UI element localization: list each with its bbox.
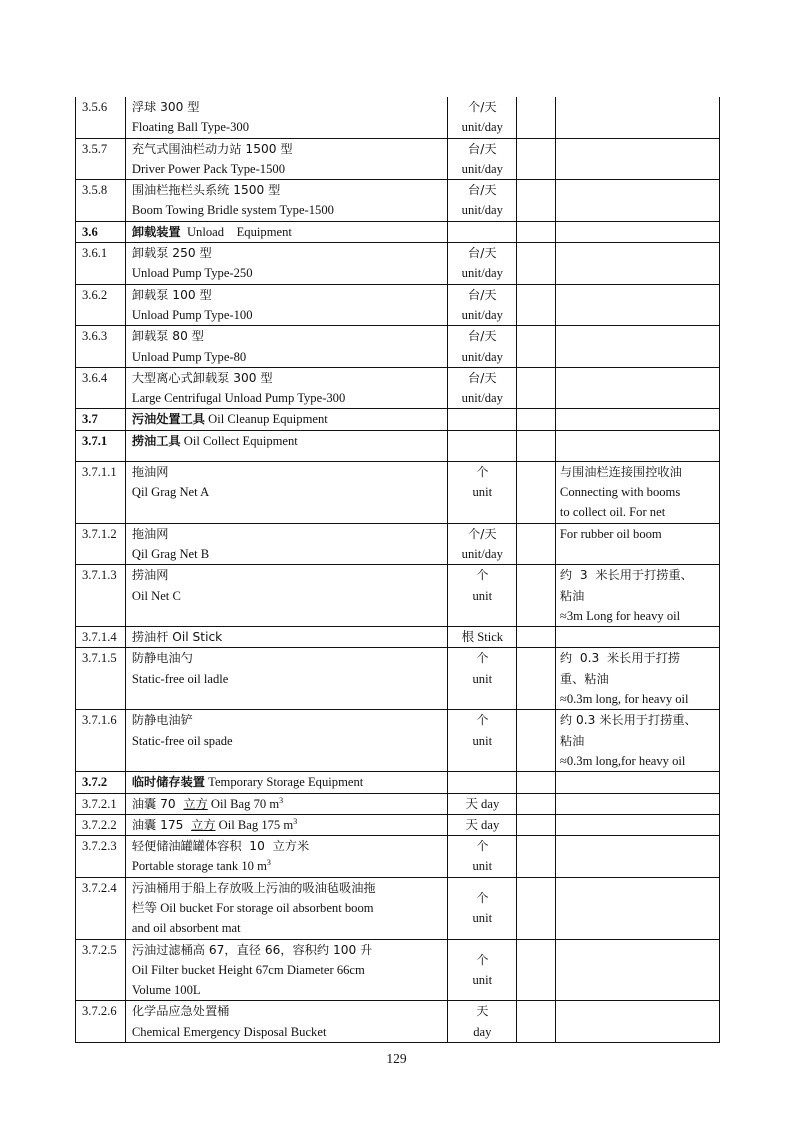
table-row [76, 877, 720, 939]
item-unit: 个 unit [448, 710, 517, 772]
table-row [76, 939, 720, 1001]
item-number: 3.6.3 [76, 326, 126, 368]
item-number: 3.7.2.3 [76, 836, 126, 878]
item-number: 3.5.6 [76, 97, 126, 138]
section-row [76, 221, 720, 242]
item-unit: 个 unit [448, 648, 517, 710]
item-note [555, 284, 719, 326]
equipment-table [75, 97, 720, 1043]
item-number: 3.7.1.2 [76, 523, 126, 565]
section-row [76, 772, 720, 793]
item-note [555, 939, 719, 1001]
table-row [76, 710, 720, 772]
item-unit: 台/天 unit/day [448, 284, 517, 326]
item-note [555, 367, 719, 409]
item-number: 3.6.4 [76, 367, 126, 409]
item-number: 3.7.2.5 [76, 939, 126, 1001]
item-number: 3.7.2.6 [76, 1001, 126, 1043]
item-quantity [517, 793, 556, 814]
item-note [555, 243, 719, 285]
item-note: 约 0.3 米长用于打捞 重、粘油 ≈0.3m long, for heavy oil [555, 648, 719, 710]
table-row [76, 243, 720, 285]
item-number: 3.7.1.5 [76, 648, 126, 710]
table-row [76, 1001, 720, 1043]
item-name: 浮球 300 型 Floating Ball Type-300 [125, 97, 448, 138]
table-row [76, 138, 720, 180]
item-note: 约 0.3 米长用于打捞重、 粘油 ≈0.3m long,for heavy oil [555, 710, 719, 772]
item-unit: 台/天 unit/day [448, 243, 517, 285]
item-note [555, 814, 719, 835]
item-name: 拖油网 Qil Grag Net B [125, 523, 448, 565]
item-quantity [517, 243, 556, 285]
item-unit: 天 day [448, 814, 517, 835]
item-number: 3.7.1.6 [76, 710, 126, 772]
item-note [555, 627, 719, 648]
item-number: 3.7.2.4 [76, 877, 126, 939]
page-number: 129 [386, 1051, 407, 1066]
item-name: 化学品应急处置桶 Chemical Emergency Disposal Bucket [125, 1001, 448, 1043]
item-unit: 个 unit [448, 565, 517, 627]
item-name: 油囊 175 立方 Oil Bag 175 $m^3$ [125, 814, 448, 835]
item-name: 轻便储油罐罐体容积 10 立方米 Portable storage tank 10 $m^3$ [125, 836, 448, 878]
table-row [76, 326, 720, 368]
item-quantity [517, 939, 556, 1001]
item-number: 3.7.1.1 [76, 461, 126, 523]
section-title: 污油处置工具 Oil Cleanup Equipment [125, 409, 448, 430]
item-unit: 个 unit [448, 836, 517, 878]
item-unit: 个 unit [448, 877, 517, 939]
item-unit: 根 Stick [448, 627, 517, 648]
item-note [555, 877, 719, 939]
table-row [76, 284, 720, 326]
item-name: 防静电油铲 Static-free oil spade [125, 710, 448, 772]
item-quantity [517, 367, 556, 409]
item-note [555, 97, 719, 138]
item-name: 围油栏拖栏头系统 1500 型 Boom Towing Bridle system Type-1500 [125, 180, 448, 222]
item-quantity [517, 138, 556, 180]
table-row [76, 627, 720, 648]
section-number: 3.6 [76, 221, 126, 242]
item-number: 3.5.7 [76, 138, 126, 180]
item-unit: 台/天 unit/day [448, 180, 517, 222]
item-name: 大型离心式卸载泵 300 型 Large Centrifugal Unload Pump Type-300 [125, 367, 448, 409]
item-unit: 台/天 unit/day [448, 138, 517, 180]
item-unit: 台/天 unit/day [448, 367, 517, 409]
item-note [555, 836, 719, 878]
item-quantity [517, 877, 556, 939]
section-title: 卸载装置 Unload Equipment [125, 221, 448, 242]
table-row [76, 461, 720, 523]
item-quantity [517, 836, 556, 878]
item-quantity [517, 814, 556, 835]
item-name: 卸载泵 100 型 Unload Pump Type-100 [125, 284, 448, 326]
item-note [555, 180, 719, 222]
item-note: 约 3 米长用于打捞重、 粘油 ≈3m Long for heavy oil [555, 565, 719, 627]
item-name: 捞油杆 Oil Stick [125, 627, 448, 648]
item-number: 3.6.1 [76, 243, 126, 285]
section-title: 捞油工具 Oil Collect Equipment [125, 430, 448, 461]
item-unit: 台/天 unit/day [448, 326, 517, 368]
table-row [76, 814, 720, 835]
item-note [555, 326, 719, 368]
item-quantity [517, 97, 556, 138]
item-quantity [517, 326, 556, 368]
item-name: 充气式围油栏动力站 1500 型 Driver Power Pack Type-1500 [125, 138, 448, 180]
item-name: 油囊 70 立方 Oil Bag 70 $m^3$ [125, 793, 448, 814]
item-note: For rubber oil boom [555, 523, 719, 565]
item-number: 3.7.2.1 [76, 793, 126, 814]
table-row [76, 793, 720, 814]
item-note [555, 793, 719, 814]
table-row [76, 180, 720, 222]
table-row [76, 565, 720, 627]
item-unit: 个/天 unit/day [448, 523, 517, 565]
item-note [555, 1001, 719, 1043]
table-row [76, 836, 720, 878]
item-note [555, 138, 719, 180]
section-title: 临时储存装置 Temporary Storage Equipment [125, 772, 448, 793]
item-quantity [517, 648, 556, 710]
item-unit: 个/天 unit/day [448, 97, 517, 138]
item-unit: 天 day [448, 1001, 517, 1043]
table-row [76, 97, 720, 138]
table-row [76, 523, 720, 565]
item-name: 捞油网 Oil Net C [125, 565, 448, 627]
item-unit: 个 unit [448, 461, 517, 523]
item-number: 3.6.2 [76, 284, 126, 326]
item-unit: 天 day [448, 793, 517, 814]
section-row [76, 430, 720, 461]
item-number: 3.5.8 [76, 180, 126, 222]
item-name: 污油桶用于船上存放吸上污油的吸油毡吸油拖 栏等 Oil bucket For storage oil absorbent boom and oil absorbent mat [125, 877, 448, 939]
item-number: 3.7.2.2 [76, 814, 126, 835]
item-quantity [517, 461, 556, 523]
item-note: 与围油栏连接围控收油 Connecting with booms to collect oil. For net [555, 461, 719, 523]
item-name: 卸载泵 80 型 Unload Pump Type-80 [125, 326, 448, 368]
item-name: 卸载泵 250 型 Unload Pump Type-250 [125, 243, 448, 285]
item-name: 拖油网 Qil Grag Net A [125, 461, 448, 523]
section-number: 3.7 [76, 409, 126, 430]
item-quantity [517, 180, 556, 222]
item-name: 污油过滤桶高 67，直径 66，容积约 100 升 Oil Filter bucket Height 67cm Diameter 66cm Volume 100L [125, 939, 448, 1001]
item-name: 防静电油勺 Static-free oil ladle [125, 648, 448, 710]
section-row [76, 409, 720, 430]
item-quantity [517, 1001, 556, 1043]
item-quantity [517, 627, 556, 648]
section-number: 3.7.2 [76, 772, 126, 793]
item-quantity [517, 523, 556, 565]
item-quantity [517, 710, 556, 772]
item-number: 3.7.1.4 [76, 627, 126, 648]
item-quantity [517, 284, 556, 326]
table-row [76, 367, 720, 409]
item-unit: 个 unit [448, 939, 517, 1001]
table-row [76, 648, 720, 710]
section-number: 3.7.1 [76, 430, 126, 461]
item-number: 3.7.1.3 [76, 565, 126, 627]
item-quantity [517, 565, 556, 627]
